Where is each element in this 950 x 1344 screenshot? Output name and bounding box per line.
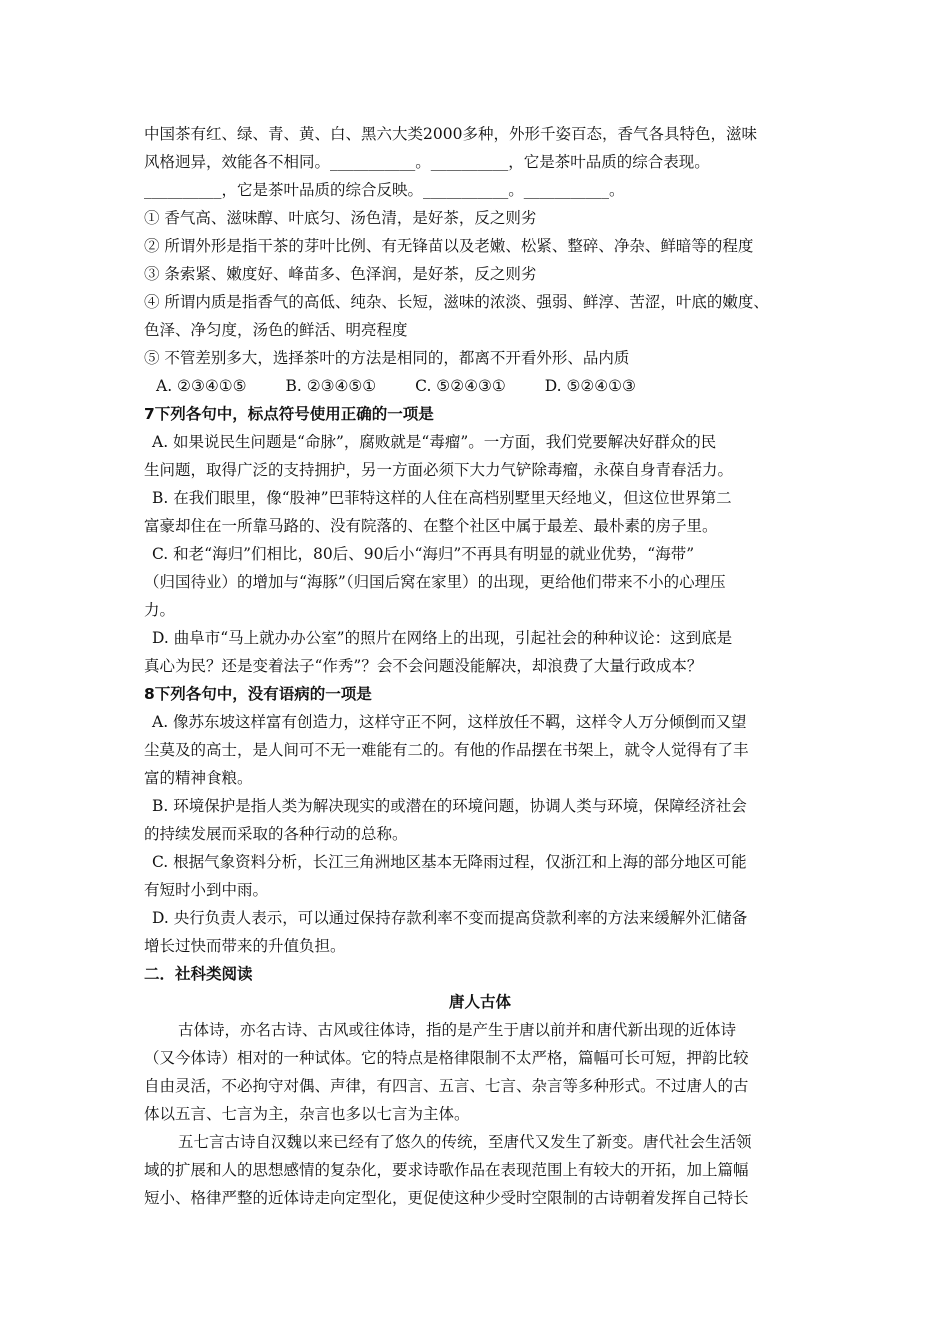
paragraph-line: 体以五言、七言为主，杂言也多以七言为主体。 (144, 1105, 470, 1123)
q8-option-a-cont: 尘莫及的高士，是人间可不无一难能有二的。有他的作品摆在书架上，就令人觉得有了丰 (144, 741, 749, 759)
paragraph-line: 短小、格律严整的近体诗走向定型化，更促使这种少受时空限制的古诗朝着发挥自己特长 (144, 1189, 749, 1207)
section-heading: 二．社科类阅读 (144, 965, 253, 983)
q6-item-4-cont: 色泽、净匀度，汤色的鲜活、明亮程度 (144, 321, 408, 339)
question-8 (144, 680, 816, 960)
q6-item-5: ⑤ 不管差别多大，选择茶叶的方法是相同的，都离不开看外形、品内质 (144, 349, 630, 367)
q7-option-c-cont: 力。 (144, 601, 176, 619)
q7-option-d-cont: 真心为民？还是变着法子“作秀”？会不会问题没能解决，却浪费了大量行政成本？ (144, 657, 703, 675)
q8-option-a-cont: 富的精神食粮。 (144, 769, 253, 787)
q7-option-a-cont: 生问题，取得广泛的支持拥护，另一方面必须下大力气铲除毒瘤，永葆自身青春活力。 (144, 461, 734, 479)
paragraph-line: 自由灵活，不必拘守对偶、声律，有四言、五言、七言、杂言等多种形式。不过唐人的古 (144, 1077, 749, 1095)
q8-option-a: A. 像苏东坡这样富有创造力，这样守正不阿，这样放任不羁，这样令人万分倾倒而又望 (152, 713, 747, 731)
document-body (144, 120, 816, 1212)
q7-option-a: A. 如果说民生问题是“命脉”，腐败就是“毒瘤”。一方面，我们党要解决好群众的民 (152, 433, 717, 451)
q7-option-b-cont: 富豪却住在一所靠马路的、没有院落的、在整个社区中属于最差、最朴素的房子里。 (144, 517, 718, 535)
q6-item-1: ① 香气高、滋味醇、叶底匀、汤色清，是好茶，反之则劣 (144, 209, 537, 227)
q6-option-b: B. ②③④⑤① (285, 377, 377, 395)
article-title: 唐人古体 (448, 993, 511, 1011)
q8-option-b: B. 环境保护是指人类为解决现实的或潜在的环境问题，协调人类与环境，保障经济社会 (152, 797, 747, 815)
q7-option-d: D. 曲阜市“马上就办办公室”的照片在网络上的出现，引起社会的种种议论：这到底是 (152, 629, 733, 647)
q8-option-b-cont: 的持续发展而采取的各种行动的总称。 (144, 825, 408, 843)
paragraph-line: 五七言古诗自汉魏以来已经有了悠久的传统，至唐代又发生了新变。唐代社会生活领 (178, 1133, 752, 1151)
q7-title: 7下列各句中，标点符号使用正确的一项是 (144, 405, 434, 423)
q6-options (144, 372, 816, 400)
q6-option-c: C. ⑤②④③① (415, 377, 506, 395)
q8-title: 8下列各句中，没有语病的一项是 (144, 685, 372, 703)
paragraph-line: （又今体诗）相对的一种试体。它的特点是格律限制不太严格，篇幅可长可短，押韵比较 (144, 1049, 749, 1067)
q6-stem-line: 中国茶有红、绿、青、黄、白、黑六大类2000多种，外形千姿百态，香气各具特色，滋味 (144, 125, 757, 143)
q8-option-d: D. 央行负责人表示，可以通过保持存款利率不变而提高贷款利率的方法来缓解外汇储备 (152, 909, 748, 927)
q8-option-d-cont: 增长过快而带来的升值负担。 (144, 937, 346, 955)
q6-item-4: ④ 所谓内质是指香气的高低、纯杂、长短，滋味的浓淡、强弱、鲜淳、苦涩，叶底的嫩度、 (144, 293, 769, 311)
question-6 (144, 120, 816, 400)
question-7 (144, 400, 816, 680)
q6-item-3: ③ 条索紧、嫩度好、峰苗多、色泽润，是好茶，反之则劣 (144, 265, 537, 283)
q6-stem-line: __________，它是茶叶品质的综合反映。___________。___________。 (144, 181, 625, 199)
paragraph-line: 古体诗，亦名古诗、古风或往体诗，指的是产生于唐以前并和唐代新出现的近体诗 (178, 1021, 737, 1039)
q7-option-c: C. 和老“海归”们相比，80后、90后小“海归”不再具有明显的就业优势，“海带” (152, 545, 695, 563)
q8-option-c-cont: 有短时小到中雨。 (144, 881, 269, 899)
paragraph-line: 域的扩展和人的思想感情的复杂化，要求诗歌作品在表现范围上有较大的开拓，加上篇幅 (144, 1161, 749, 1179)
q8-option-c: C. 根据气象资料分析，长江三角洲地区基本无降雨过程，仅浙江和上海的部分地区可能 (152, 853, 747, 871)
q6-option-a: A. ②③④①⑤ (156, 377, 247, 395)
section-2 (144, 960, 816, 1212)
q7-option-c-cont: （归国待业）的增加与“海豚”（归国后窝在家里）的出现，更给他们带来不小的心理压 (144, 573, 726, 591)
q6-item-2: ② 所谓外形是指干茶的芽叶比例、有无锋苗以及老嫩、松紧、整碎、净杂、鲜暗等的程度 (144, 237, 754, 255)
q7-option-b: B. 在我们眼里，像“股神”巴菲特这样的人住在高档别墅里天经地义，但这位世界第二 (152, 489, 732, 507)
q6-option-d: D. ⑤②④①③ (544, 377, 636, 395)
q6-stem-line: 风格迥异，效能各不相同。___________。__________，它是茶叶品质的综合表现。 (144, 153, 710, 171)
